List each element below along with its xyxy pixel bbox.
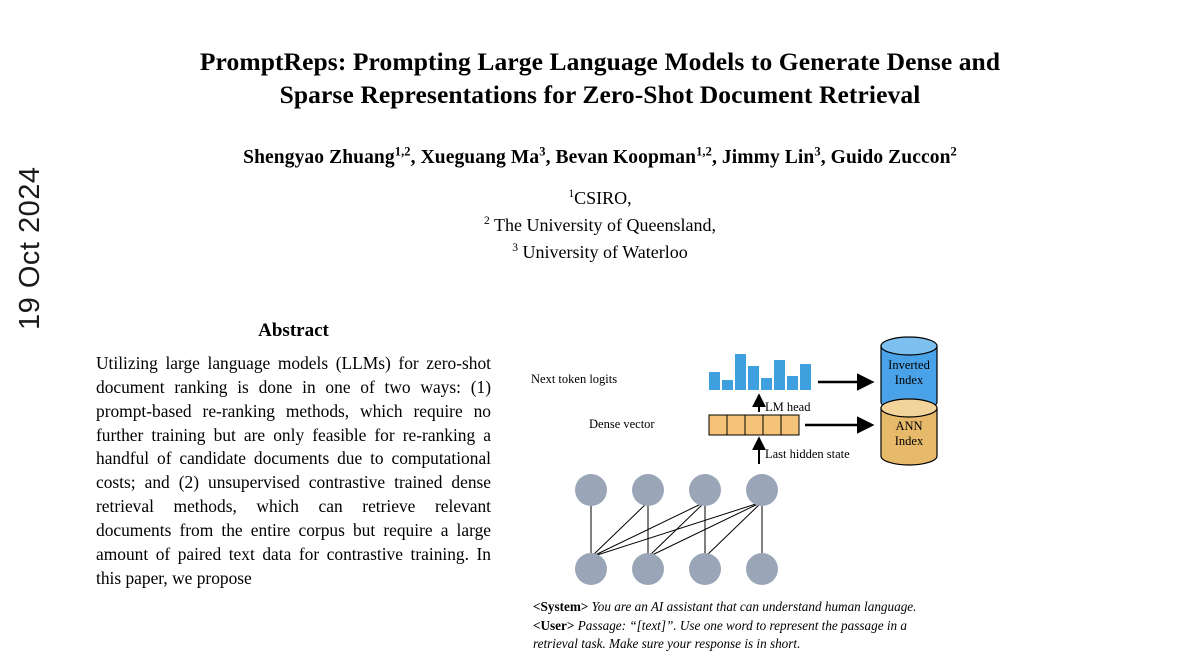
inverted-index-label-line1: Inverted — [888, 358, 930, 372]
two-column-body — [96, 320, 1104, 652]
author-affiliation-marker: 3 — [814, 144, 821, 159]
page-title — [96, 0, 1104, 111]
prompt-text-system: You are an AI assistant that can understand human language. — [588, 599, 917, 614]
prompt-text-user: Passage: “[text]”. Use one word to represent the passage in a — [574, 617, 907, 633]
author-affiliation-marker: 1,2 — [394, 144, 411, 159]
ann-index-label-line1: ANN — [895, 419, 923, 433]
prompt-text-user-cont: retrieval task. Make sure your response is in short. — [533, 636, 801, 652]
abstract-column — [96, 320, 491, 594]
prompt-line-user — [533, 617, 1033, 636]
author: Jimmy Lin — [721, 147, 815, 169]
affiliation-list — [96, 169, 1104, 266]
next-token-logits-bars — [709, 354, 811, 390]
author-list: Shengyao Zhuang$^{1,2}$, Xueguang Ma$^3$, Bevan Koopman$^{1,2}$, Jimmy Lin$^3$, Guido Zuccon$^2$ — [243, 144, 957, 169]
affiliation-marker: 3 — [512, 242, 519, 255]
transformer-node-graph — [575, 474, 778, 585]
author: Guido Zuccon — [830, 147, 951, 169]
affiliation-marker: 2 — [484, 215, 490, 228]
lm-head-label: LM head — [765, 400, 811, 414]
abstract-text: Utilizing large language models (LLMs) for zero-shot document ranking is done in one of two ways: (1) prompt-based re-ranking methods, which require no further training but are only feasible for re-ranking a handful of candidate documents due to computational costs; and (2) unsupervised contrastive trained dense retrieval methods, which can retrieve relevant documents from the entire corpus but require a large amount of paired text data for contrastive training. In this paper, we propose — [96, 353, 491, 588]
prompt-line-system — [533, 598, 1033, 617]
inverted-index-label-line2: Index — [894, 373, 924, 387]
author-affiliation-marker: 2 — [950, 144, 957, 159]
figure-column — [531, 320, 1033, 652]
abstract-heading: Abstract — [258, 320, 329, 341]
author-affiliation-marker: 1,2 — [696, 144, 712, 159]
paper-page — [96, 0, 1104, 652]
architecture-figure — [533, 324, 1033, 594]
title-line-2: Sparse Representations for Zero-Shot Document Retrieval — [279, 79, 921, 109]
last-hidden-state-label: Last hidden state — [765, 447, 850, 461]
author: Shengyao Zhuang — [243, 147, 395, 169]
arxiv-date-stamp: 19 Oct 2024 — [14, 166, 46, 330]
title-line-1: PromptReps: Prompting Large Language Models to Generate Dense and — [199, 47, 1001, 76]
dense-vector-cells — [709, 415, 799, 435]
affiliation-name: University of Waterloo — [522, 242, 688, 263]
affiliation-marker: 1 — [568, 188, 575, 201]
next-token-logits-label: Next token logits — [531, 372, 618, 386]
ann-index-label-line2: Index — [894, 434, 924, 448]
prompt-template-text — [533, 598, 1033, 654]
prompt-line-user-cont — [533, 635, 1033, 654]
author: Xueguang Ma — [420, 147, 540, 169]
author: Bevan Koopman — [555, 147, 697, 169]
prompt-role-system: <System> — [533, 599, 589, 614]
author-affiliation-marker: 3 — [539, 144, 546, 159]
affiliation-name: CSIRO, — [574, 188, 632, 209]
affiliation-name: The University of Queensland, — [494, 215, 716, 236]
dense-vector-label: Dense vector — [589, 417, 655, 431]
prompt-role-user: <User> — [533, 617, 575, 633]
